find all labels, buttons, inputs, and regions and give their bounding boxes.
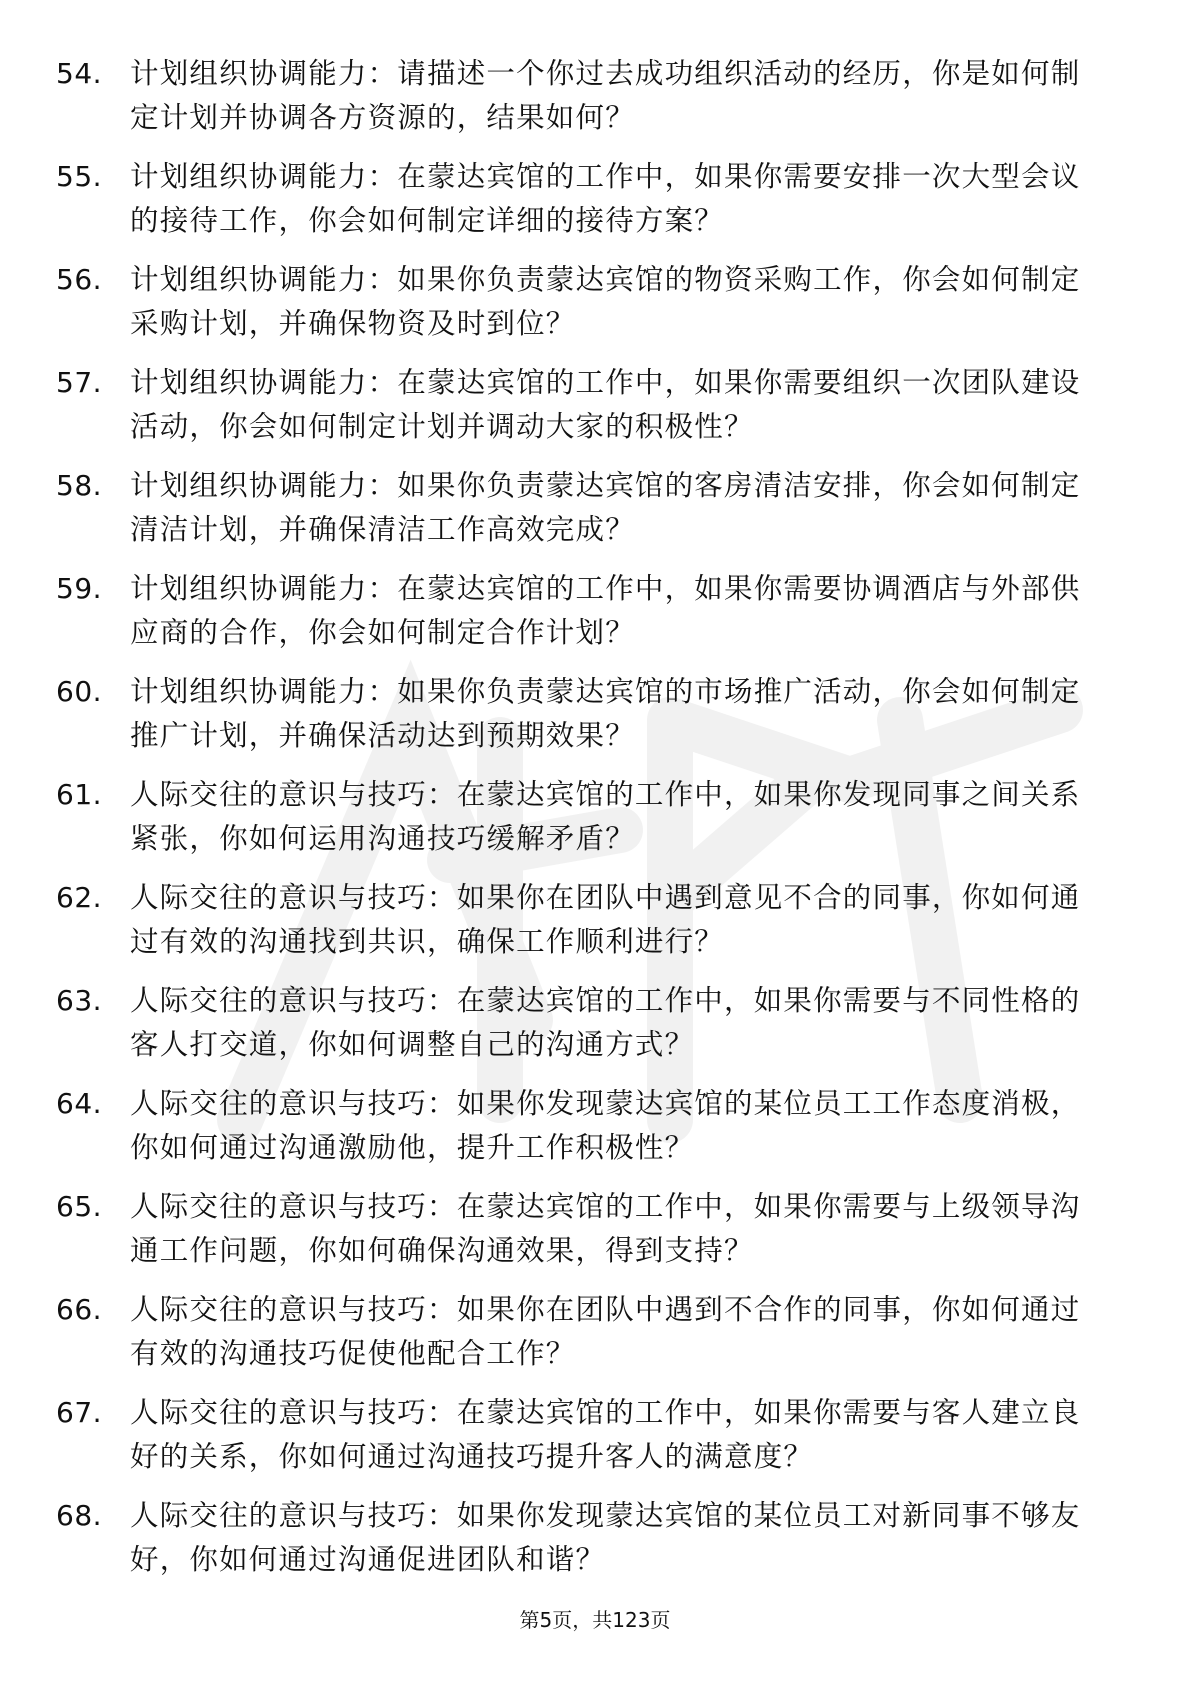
question-number: 66. xyxy=(56,1293,103,1326)
question-number: 57. xyxy=(56,366,103,399)
question-number: 54. xyxy=(56,57,103,90)
question-item xyxy=(56,258,1136,361)
page-number-label: 第5页，共123页 xyxy=(519,1608,671,1632)
question-item xyxy=(56,464,1136,567)
question-text: 人际交往的意识与技巧：如果你发现蒙达宾馆的某位员工对新同事不够友好，你如何通过沟通促进团队和谐？ xyxy=(130,1499,1081,1576)
question-item xyxy=(56,1082,1136,1185)
question-number: 56. xyxy=(56,263,103,296)
question-number: 55. xyxy=(56,160,103,193)
question-number: 61. xyxy=(56,778,103,811)
question-text: 计划组织协调能力：在蒙达宾馆的工作中，如果你需要安排一次大型会议的接待工作，你会如何制定详细的接待方案？ xyxy=(130,160,1081,237)
question-number: 65. xyxy=(56,1190,103,1223)
question-list xyxy=(56,52,1136,1597)
question-text: 人际交往的意识与技巧：在蒙达宾馆的工作中，如果你需要与上级领导沟通工作问题，你如何确保沟通效果，得到支持？ xyxy=(130,1190,1081,1267)
question-number: 63. xyxy=(56,984,103,1017)
question-text: 计划组织协调能力：在蒙达宾馆的工作中，如果你需要协调酒店与外部供应商的合作，你会如何制定合作计划？ xyxy=(130,572,1081,649)
question-item xyxy=(56,1494,1136,1597)
question-item xyxy=(56,52,1136,155)
question-number: 60. xyxy=(56,675,103,708)
question-item xyxy=(56,361,1136,464)
question-item xyxy=(56,876,1136,979)
question-item xyxy=(56,773,1136,876)
question-number: 62. xyxy=(56,881,103,914)
question-item xyxy=(56,155,1136,258)
question-text: 计划组织协调能力：在蒙达宾馆的工作中，如果你需要组织一次团队建设活动，你会如何制定计划并调动大家的积极性？ xyxy=(130,366,1081,443)
question-number: 68. xyxy=(56,1499,103,1532)
question-text: 人际交往的意识与技巧：在蒙达宾馆的工作中，如果你需要与不同性格的客人打交道，你如何调整自己的沟通方式？ xyxy=(130,984,1081,1061)
question-number: 67. xyxy=(56,1396,103,1429)
question-number: 59. xyxy=(56,572,103,605)
question-text: 计划组织协调能力：请描述一个你过去成功组织活动的经历，你是如何制定计划并协调各方资源的，结果如何？ xyxy=(130,57,1081,134)
question-text: 人际交往的意识与技巧：在蒙达宾馆的工作中，如果你发现同事之间关系紧张，你如何运用沟通技巧缓解矛盾？ xyxy=(130,778,1081,855)
question-text: 人际交往的意识与技巧：在蒙达宾馆的工作中，如果你需要与客人建立良好的关系，你如何通过沟通技巧提升客人的满意度？ xyxy=(130,1396,1081,1473)
question-text: 人际交往的意识与技巧：如果你在团队中遇到意见不合的同事，你如何通过有效的沟通找到共识，确保工作顺利进行？ xyxy=(130,881,1081,958)
question-item xyxy=(56,1391,1136,1494)
question-text: 计划组织协调能力：如果你负责蒙达宾馆的客房清洁安排，你会如何制定清洁计划，并确保清洁工作高效完成？ xyxy=(130,469,1081,546)
page-footer xyxy=(0,1606,1190,1634)
question-text: 人际交往的意识与技巧：如果你发现蒙达宾馆的某位员工工作态度消极，你如何通过沟通激励他，提升工作积极性？ xyxy=(130,1087,1081,1164)
question-text: 计划组织协调能力：如果你负责蒙达宾馆的物资采购工作，你会如何制定采购计划，并确保物资及时到位？ xyxy=(130,263,1081,340)
question-number: 58. xyxy=(56,469,103,502)
question-item xyxy=(56,979,1136,1082)
question-text: 人际交往的意识与技巧：如果你在团队中遇到不合作的同事，你如何通过有效的沟通技巧促使他配合工作？ xyxy=(130,1293,1081,1370)
question-item xyxy=(56,1185,1136,1288)
question-text: 计划组织协调能力：如果你负责蒙达宾馆的市场推广活动，你会如何制定推广计划，并确保活动达到预期效果？ xyxy=(130,675,1081,752)
question-item xyxy=(56,567,1136,670)
question-number: 64. xyxy=(56,1087,103,1120)
question-item xyxy=(56,670,1136,773)
question-item xyxy=(56,1288,1136,1391)
